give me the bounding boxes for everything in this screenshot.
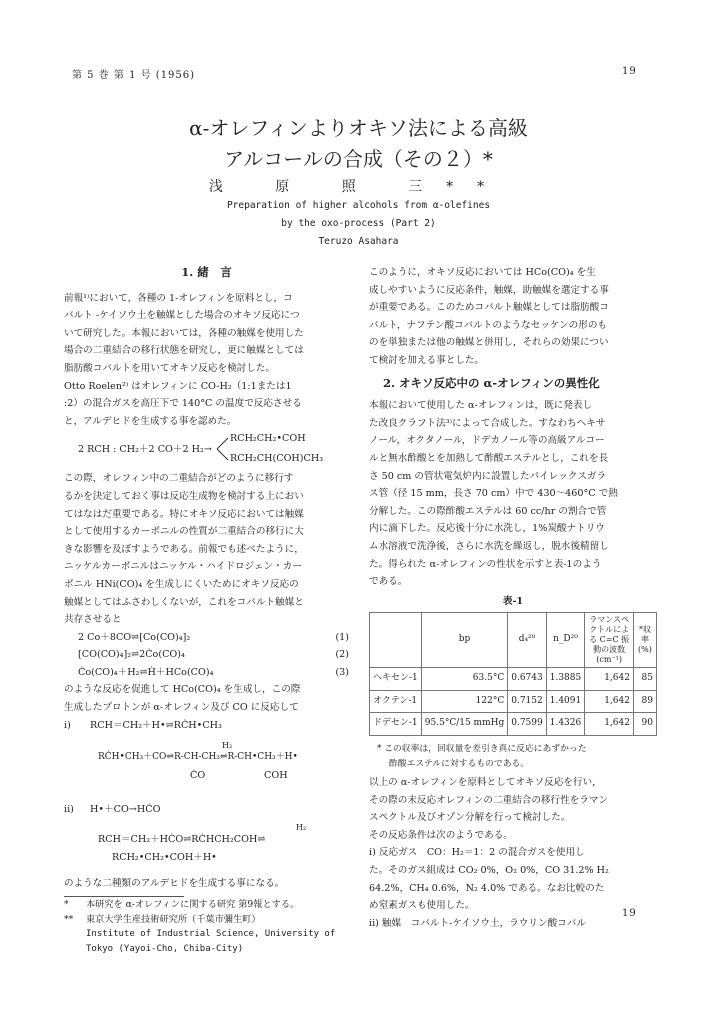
table-note-line: 酢酸エステルに対するものである。	[389, 759, 530, 770]
reaction-line: RCH＝CH₂＋HĊO⇌RĊHCH₂COH⇌	[98, 833, 266, 845]
text-line: た。そのガス組成は CO₂ 0%，O₂ 0%，CO 31.2% H₂	[369, 865, 609, 877]
text-line: 内に滴下した。反応後十分に水洗し，1%炭酸ナトリウ	[369, 523, 605, 535]
branch-arrow-icon	[216, 436, 230, 462]
text-line: ム水溶液で洗浄後，さらに水洗を繰返し，脱水後精留し	[369, 540, 609, 552]
text-line: が重要である。このためコバルト触媒としては脂肪酸コ	[369, 302, 609, 314]
text-line: と，アルデヒドを生成する事を認めた。	[64, 415, 237, 427]
reaction-line: ĊO	[190, 769, 206, 781]
text-line: 以上の α-オレフィンを原料としてオキソ反応を行い，	[369, 777, 602, 789]
equation-expr: Ċo(CO)₄＋H₂⇌Ḣ＋HCo(CO)₄	[78, 666, 214, 678]
text-line: ス管（径 15 mm，長さ 70 cm）中で 430～460°C で熱	[369, 488, 618, 500]
table-title: 表-1	[502, 595, 524, 607]
table-cell: 1,642	[585, 690, 634, 713]
text-line: i) 反応ガス CO：H₂＝1：2 の混合ガスを使用し	[369, 847, 585, 859]
table-cell: 90	[633, 713, 656, 736]
table-cell: 122°C	[421, 690, 507, 713]
equation-row	[78, 664, 349, 682]
text-line: いて研究した。本報においては，各種の触媒を使用した	[64, 327, 304, 339]
text-line: た改良クラフト法³⁾によって合成した。すなわちヘキサ	[369, 417, 606, 429]
text-line: のような二種類のアルデヒドを生成する事になる。	[64, 877, 285, 889]
paragraph-conditions-intro	[369, 774, 657, 844]
table-header-cell: n_D²⁰	[546, 613, 585, 668]
text-line: 64.2%，CH₄ 0.6%，N₂ 4.0% である。なお比較のた	[369, 882, 605, 894]
table-cell: 85	[633, 668, 656, 691]
olefin-properties-table	[369, 612, 657, 736]
equation-expr: 2 Co＋8CO⇌[Co(CO)₄]₂	[78, 631, 191, 643]
paragraph-catalyst	[369, 264, 657, 370]
table-header-cell	[370, 613, 422, 668]
section-heading-introduction: 1. 緒 言	[181, 265, 232, 279]
table-row	[370, 690, 657, 713]
left-column	[64, 264, 349, 957]
text-line: ノール，オクタノール，ドデカノール等の高級アルコー	[369, 435, 605, 447]
text-line: :2）の混合ガスを高圧下で 140°C の温度で反応させる	[64, 398, 302, 410]
table-cell: 0.6743	[508, 668, 547, 691]
table-header-cell: ラマンスペクトルによる C=C 振動の波数 (cm⁻¹)	[585, 613, 634, 668]
table-cell: 63.5°C	[421, 668, 507, 691]
text-line: バルト -ケイソウ土を触媒とした場合のオキソ反応につ	[64, 310, 300, 322]
equation-row	[78, 646, 349, 664]
reaction-ii	[64, 801, 349, 875]
footnote-mark: *	[64, 899, 69, 911]
journal-header: 第 5 巻 第 1 号 (1956)	[72, 70, 196, 81]
page-number-bottom: 19	[622, 908, 637, 919]
table-note-line: * この収率は，回収量を差引き真に反応にあずかった	[377, 744, 587, 755]
table-cell: 0.7152	[508, 690, 547, 713]
footnote-mark: **	[64, 914, 74, 926]
table-note	[377, 742, 657, 772]
author-name-en: Teruzo Asahara	[318, 236, 399, 247]
table-cell: ヘキセン-1	[370, 668, 422, 691]
author-name-jp: 浅 原 照 三**	[208, 179, 509, 195]
table-cell: 1,642	[585, 668, 634, 691]
paragraph-synthesis	[369, 397, 657, 591]
table-header-cell: bp	[421, 613, 507, 668]
equation-main-product-2: RCH₂CH(COH)CH₃	[230, 453, 324, 465]
text-line: 本報において使用した α-オレフィンは，既に発表し	[369, 400, 593, 412]
reaction-line: RCH₂•CH₂•COH＋H•	[112, 851, 217, 863]
footnote-text: 東京大学生産技術研究所（千葉市彌生町）	[86, 914, 261, 926]
reaction-line: COH	[264, 769, 288, 781]
condition-gas	[369, 844, 657, 914]
text-line: Otto Roelen²⁾ はオレフィンに CO-H₂（1:1または1	[64, 380, 292, 392]
text-line: バルト，ナフテン酸コバルトのようなセッケンの形のも	[369, 319, 608, 331]
footnote-2	[64, 912, 349, 927]
text-line: である。	[369, 576, 408, 588]
reaction-line: RCH＝CH₂＋H•⇌RĊH•CH₃	[90, 719, 222, 731]
text-line: ルと無水酢酸とを加熱して酢酸エステルとし，これを長	[369, 452, 609, 464]
table-cell: オクテン-1	[370, 690, 422, 713]
text-line: その反応条件は次のようである。	[369, 829, 513, 841]
paragraph-isomerization	[64, 470, 349, 628]
text-line: この際，オレフィン中の二重結合がどのように移行す	[64, 473, 294, 485]
english-title-1: Preparation of higher alcohols from α-olefines	[226, 200, 491, 211]
text-line: め窒素ガスも使用した。	[369, 900, 475, 912]
equations-cobalt	[64, 629, 349, 682]
text-line: として使用するカーボニルの性質が二重結合の移行に大	[64, 526, 304, 538]
table-header-cell: *収率 (%)	[633, 613, 656, 668]
reaction-h2-label: H₂	[296, 822, 307, 832]
right-column	[369, 264, 657, 932]
footnote-text: 本研究を α-オレフィンに関する研究 第9報とする。	[86, 899, 300, 911]
text-line: 場合の二重結合の移行状態を研究し，更に触媒としては	[64, 345, 304, 357]
footnote-text-en: Institute of Industrial Science, University of	[86, 929, 336, 940]
text-line: 触媒としてはふさわしくないが，これをコバルト触媒と	[64, 596, 304, 608]
text-line: 分解した。この際酢酸エステルは 60 cc/hr の割合で管	[369, 505, 607, 517]
paragraph-roelen	[64, 378, 349, 431]
text-line: のような反応を促進して HCo(CO)₄ を生成し，この際	[64, 684, 301, 696]
reaction-label: i)	[64, 719, 71, 731]
text-line: るかを決定しておく事は反応生成物を検討する上におい	[64, 490, 304, 502]
text-line: このように，オキソ反応においては HCo(CO)₄ を生	[369, 267, 596, 278]
text-line: のを単独または他の触媒と併用し，それらの効果につい	[369, 337, 609, 349]
condition-catalyst: ii) 触媒 コバルト-ケイソウ土，ラウリン酸コバル	[369, 917, 586, 929]
reaction-line: H•＋CO→HĊO	[90, 803, 161, 815]
text-line: 成しやすいように反応条件，触媒，助触媒を選定する事	[369, 284, 609, 296]
equation-number: (2)	[335, 649, 349, 661]
text-line: た。得られた α-オレフィンの性状を示すと表-1のよう	[369, 558, 602, 570]
title-line-1: α-オレフィンよりオキソ法による高級	[189, 116, 528, 140]
reaction-line: RĊH•CH₃＋CO⇌R-CH-CH₃⇌R-CH•CH₃＋H•	[98, 751, 298, 762]
table-header-row	[370, 613, 657, 668]
footnote-1	[64, 897, 349, 912]
table-cell: 1.3885	[546, 668, 585, 691]
equation-number: (3)	[335, 666, 349, 678]
equation-number: (1)	[335, 631, 349, 643]
text-line: 生成したプロトンが α-オレフィン及び CO に反応して	[64, 702, 299, 714]
table-row	[370, 668, 657, 691]
footnotes	[64, 897, 349, 957]
reaction-label: ii)	[64, 803, 74, 815]
table-cell: 1.4326	[546, 713, 585, 736]
section-heading-isomerization: 2. オキソ反応中の α-オレフィンの異性化	[383, 375, 600, 390]
table-cell: 0.7599	[508, 713, 547, 736]
text-line: てはなはだ重要である。特にオキソ反応においては触媒	[64, 508, 304, 520]
equation-expr: [CO(CO)₄]₂⇌2Ċo(CO)₄	[78, 649, 185, 661]
text-line: 前報¹⁾において，各種の 1-オレフィンを原料とし，コ	[64, 292, 293, 304]
footnote-text-en: Tokyo (Yayoi-Cho, Chiba-City)	[86, 944, 244, 955]
equation-main-product-1: RCH₂CH₂•COH	[230, 433, 306, 445]
text-line: 共存させると	[64, 614, 122, 626]
title-line-2: アルコールの合成（その２）*	[224, 147, 493, 171]
paragraph-proton	[64, 681, 349, 716]
reaction-i	[64, 717, 349, 801]
table-cell: ドデセン-1	[370, 713, 422, 736]
text-line: 脂肪酸コバルトを用いてオキソ反応を検討した。	[64, 362, 276, 374]
english-title-2: by the oxo-process (Part 2)	[281, 218, 436, 229]
text-line: て検討を加える事とした。	[369, 354, 485, 366]
paragraph-intro-1	[64, 290, 349, 378]
table-header-cell: d₄²⁰	[508, 613, 547, 668]
table-row	[370, 713, 657, 736]
table-cell: 95.5°C/15 mmHg	[421, 713, 507, 736]
text-line: ニッケルカーボニルはニッケル・ハイドロジェン・カー	[64, 561, 302, 573]
text-line: その際の未反応オレフィンの二重結合の移行性をラマン	[369, 794, 609, 806]
table-cell: 1.4091	[546, 690, 585, 713]
equation-row	[78, 629, 349, 647]
text-line: ボニル HNi(CO)₄ を生成しにくいためにオキソ反応の	[64, 578, 299, 590]
text-line: きな影響を及ぼすようである。前報でも述べたように，	[64, 543, 304, 555]
reaction-h2-label: H₂	[222, 740, 233, 750]
table-cell: 1,642	[585, 713, 634, 736]
text-line: スペクトル及びオゾン分解を行って検討した。	[369, 812, 571, 824]
text-line: さ 50 cm の管状電気炉内に設置したパイレックスガラ	[369, 470, 607, 482]
table-cell: 89	[633, 690, 656, 713]
page-number-top: 19	[622, 66, 637, 77]
equation-main	[64, 430, 349, 470]
equation-main-left: 2 RCH : CH₂＋2 CO＋2 H₂→	[78, 444, 212, 456]
